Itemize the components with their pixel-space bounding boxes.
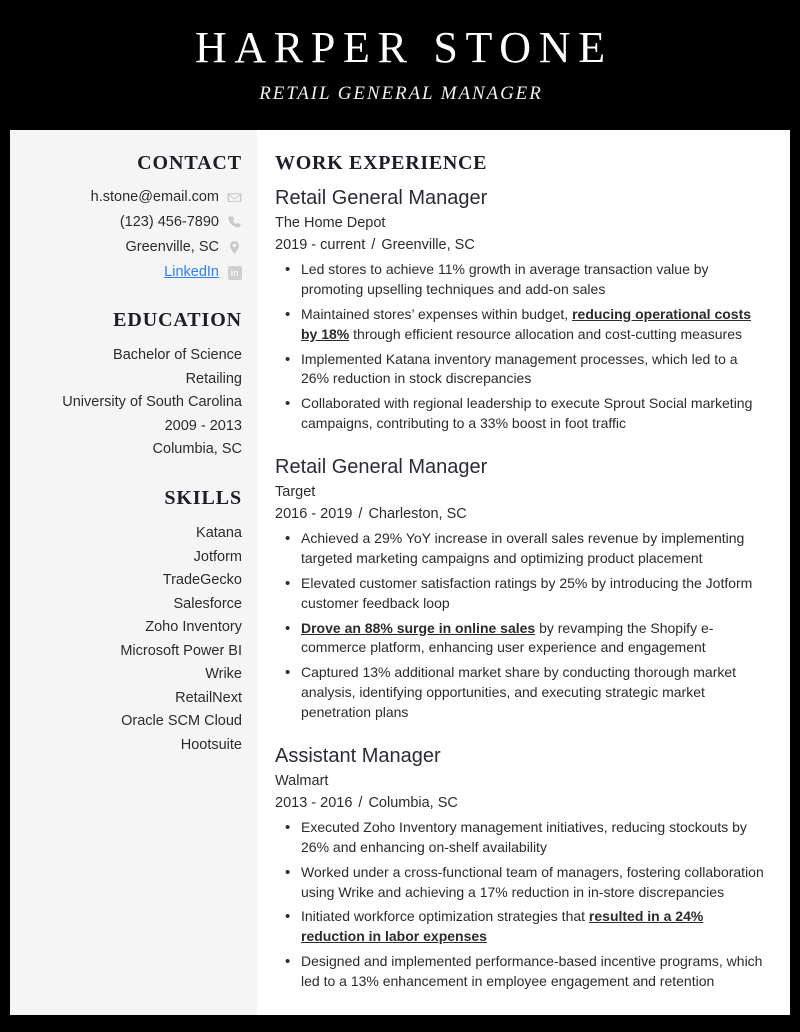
job-dates: 2016 - 2019 bbox=[275, 506, 353, 523]
job-meta bbox=[275, 235, 768, 256]
contact-item-label: h.stone@email.com bbox=[90, 189, 219, 205]
job-company: Target bbox=[275, 484, 316, 501]
job-entry bbox=[275, 454, 768, 723]
job-dates: 2013 - 2016 bbox=[275, 794, 353, 811]
skill-item: Oracle SCM Cloud bbox=[121, 713, 242, 730]
job-entry bbox=[275, 185, 768, 434]
job-meta-separator: / bbox=[371, 237, 376, 254]
job-location: Columbia, SC bbox=[368, 794, 458, 811]
education-line: Columbia, SC bbox=[152, 441, 242, 457]
contact-item bbox=[24, 212, 242, 233]
job-bullet bbox=[275, 863, 768, 903]
sidebar bbox=[10, 130, 257, 1015]
skill-item: RetailNext bbox=[175, 689, 242, 706]
skill-item: Hootsuite bbox=[180, 736, 242, 753]
bullet-text: Led stores to achieve 11% growth in average transaction value by promoting upselling techniques and add-on sales bbox=[301, 261, 709, 297]
bullet-text: Captured 13% additional market share by conducting thorough market analysis, identifying opportunities, and executing strategic market penetration plans bbox=[301, 664, 737, 721]
job-meta-separator: / bbox=[358, 506, 363, 523]
contact-heading: CONTACT bbox=[137, 152, 242, 174]
contact-item-label[interactable]: LinkedIn bbox=[164, 264, 219, 281]
bullet-text: Executed Zoho Inventory management initiatives, reducing stockouts by 26% and enhancing on-shelf availability bbox=[301, 818, 747, 855]
job-bullet-list bbox=[275, 818, 768, 992]
job-bullet bbox=[275, 394, 768, 434]
highlighted-achievement: reducing operational costs by 18% bbox=[301, 305, 752, 342]
job-bullet bbox=[275, 952, 768, 992]
job-meta-separator: / bbox=[358, 794, 363, 811]
work-experience-heading: WORK EXPERIENCE bbox=[275, 152, 488, 174]
phone-icon bbox=[227, 215, 242, 230]
job-bullet bbox=[275, 260, 768, 300]
envelope-icon bbox=[227, 190, 242, 205]
job-bullet bbox=[275, 350, 768, 390]
bullet-text: Worked under a cross-functional team of managers, fostering collaboration using Wrike and achieving a 17% reduction in in-store discrepancies bbox=[301, 863, 764, 900]
candidate-name: HARPER STONE bbox=[194, 22, 613, 72]
highlighted-achievement: resulted in a 24% reduction in labor expenses bbox=[301, 908, 704, 945]
contact-item-label: Greenville, SC bbox=[125, 239, 219, 256]
contact-section bbox=[24, 152, 242, 283]
contact-item bbox=[24, 187, 242, 208]
job-bullet bbox=[275, 907, 768, 947]
skill-item: Jotform bbox=[193, 548, 242, 565]
skill-item: Microsoft Power BI bbox=[120, 642, 242, 659]
job-bullet-list bbox=[275, 529, 768, 723]
job-bullet bbox=[275, 529, 768, 569]
education-line: Bachelor of Science bbox=[113, 347, 242, 364]
skill-item: Wrike bbox=[205, 666, 242, 683]
job-company: Walmart bbox=[275, 772, 329, 789]
job-list bbox=[275, 185, 768, 992]
skills-heading: SKILLS bbox=[164, 487, 242, 510]
job-title: Assistant Manager bbox=[275, 744, 441, 767]
job-title: Retail General Manager bbox=[275, 187, 488, 209]
bullet-text: Implemented Katana inventory management processes, which led to a 26% reduction in stock discrepancies bbox=[301, 350, 738, 387]
job-bullet bbox=[275, 619, 768, 659]
highlighted-achievement: Drove an 88% surge in online sales bbox=[301, 619, 536, 636]
skill-item: Salesforce bbox=[173, 595, 242, 612]
contact-item-label: (123) 456-7890 bbox=[119, 214, 219, 231]
job-dates: 2019 - current bbox=[275, 237, 366, 254]
bullet-text: Maintained stores’ expenses within budget, bbox=[301, 305, 573, 322]
job-meta bbox=[275, 504, 768, 525]
contact-item bbox=[24, 237, 242, 258]
skill-item: TradeGecko bbox=[162, 572, 242, 589]
education-section bbox=[24, 309, 242, 461]
resume-body bbox=[10, 130, 790, 1015]
job-bullet-list bbox=[275, 260, 768, 434]
map-pin-icon bbox=[227, 240, 242, 255]
candidate-job-title: RETAIL GENERAL MANAGER bbox=[259, 83, 543, 105]
education-list bbox=[24, 344, 242, 461]
skill-item: Katana bbox=[196, 525, 242, 542]
job-meta bbox=[275, 793, 768, 814]
education-line: Retailing bbox=[185, 370, 242, 387]
work-experience-section bbox=[257, 130, 790, 1015]
education-line: University of South Carolina bbox=[62, 394, 242, 411]
contact-list bbox=[24, 187, 242, 283]
bullet-text: Collaborated with regional leadership to execute Sprout Social marketing campaigns, contributing to a 33% boost in foot traffic bbox=[301, 395, 753, 432]
education-line: 2009 - 2013 bbox=[164, 417, 242, 434]
resume-header bbox=[0, 0, 800, 130]
linkedin-badge: in bbox=[228, 266, 242, 280]
job-bullet bbox=[275, 305, 768, 345]
bullet-text: Elevated customer satisfaction ratings by 25% by introducing the Jotform customer feedback loop bbox=[301, 574, 753, 611]
linkedin-icon bbox=[227, 265, 242, 280]
education-heading: EDUCATION bbox=[113, 309, 242, 332]
skills-list bbox=[24, 522, 242, 757]
bullet-text: through efficient resource allocation and cost-cutting measures bbox=[349, 325, 742, 342]
job-bullet bbox=[275, 663, 768, 723]
job-location: Greenville, SC bbox=[381, 237, 475, 254]
job-bullet bbox=[275, 818, 768, 858]
contact-item[interactable] bbox=[24, 262, 242, 283]
job-bullet bbox=[275, 574, 768, 614]
bullet-text: Achieved a 29% YoY increase in overall sales revenue by implementing targeted marketing campaigns and optimizing product placement bbox=[301, 530, 745, 566]
skills-section bbox=[24, 487, 242, 757]
bullet-text: Initiated workforce optimization strategies that bbox=[301, 908, 589, 925]
job-title: Retail General Manager bbox=[275, 456, 488, 479]
job-location: Charleston, SC bbox=[368, 506, 467, 523]
job-entry bbox=[275, 743, 768, 992]
job-company: The Home Depot bbox=[275, 215, 386, 231]
bullet-text: Designed and implemented performance-based incentive programs, which led to a 13% enhancement in employee engagement and retention bbox=[301, 953, 763, 990]
bullet-text: by revamping the Shopify e-commerce platform, enhancing user experience and engagement bbox=[301, 619, 714, 656]
skill-item: Zoho Inventory bbox=[145, 619, 242, 636]
